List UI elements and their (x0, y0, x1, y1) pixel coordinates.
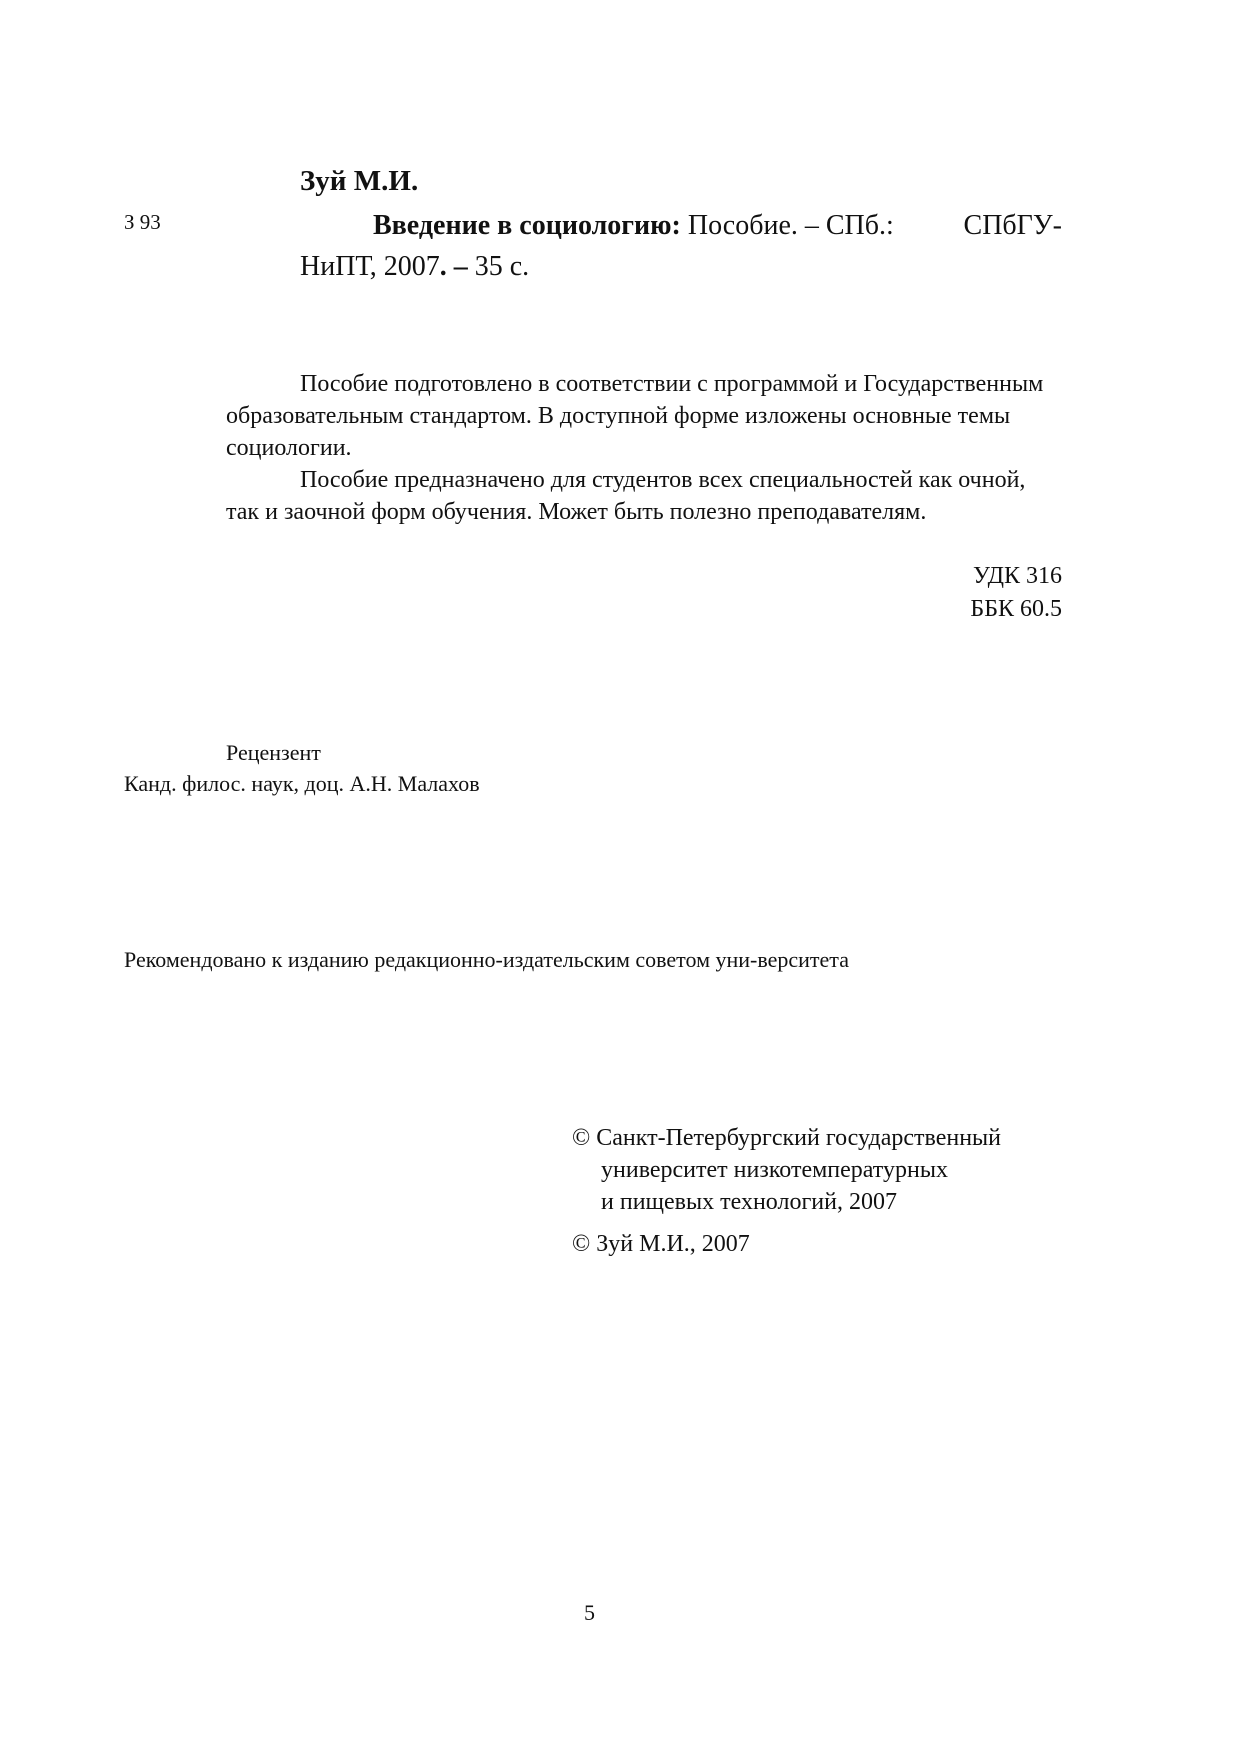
copyright-line-3: и пищевых технологий, 2007 (601, 1189, 897, 1215)
biblio-line-1 (300, 205, 1062, 246)
publisher-part1: СПбГУ- (963, 210, 1062, 241)
publication-recommendation: Рекомендовано к изданию редакционно-издательским советом уни-верситета (124, 947, 849, 972)
annotation (226, 368, 1062, 528)
book-title: Введение в социологию: (373, 210, 681, 241)
author-cipher: З 93 (124, 210, 161, 234)
copyright-university (572, 1122, 1001, 1218)
classification-codes (900, 560, 1062, 626)
page-number: 5 (584, 1600, 595, 1625)
bibliographic-description (300, 205, 1062, 287)
reviewer-name: Канд. филос. наук, доц. А.Н. Малахов (124, 771, 480, 796)
annotation-paragraph-1: Пособие подготовлено в соответствии с программой и Государственным образовательным стандартом. В доступной форме изложены основные темы социологии. (226, 371, 1044, 461)
bbk-code: ББК 60.5 (970, 596, 1062, 622)
publisher-part2: НиПТ, 2007 (300, 251, 440, 282)
copyright-author: © Зуй М.И., 2007 (572, 1231, 750, 1257)
book-type-place: Пособие. – СПб.: (687, 210, 894, 241)
author-name: Зуй М.И. (300, 165, 419, 197)
page-count: 35 с. (467, 251, 530, 282)
pages-separator: . – (439, 251, 468, 282)
reviewer-label: Рецензент (226, 740, 321, 765)
annotation-paragraph-2: Пособие предназначено для студентов всех специальностей как очной, так и заочной форм обучения. Может быть полезно преподавателям. (226, 467, 1026, 525)
copyright-line-1: © Санкт-Петербургский государственный (572, 1125, 1001, 1151)
copyright-line-2: университет низкотемпературных (601, 1157, 948, 1183)
udk-code: УДК 316 (973, 563, 1062, 589)
biblio-line-2 (300, 246, 1062, 287)
biblio-title-group (373, 205, 894, 246)
